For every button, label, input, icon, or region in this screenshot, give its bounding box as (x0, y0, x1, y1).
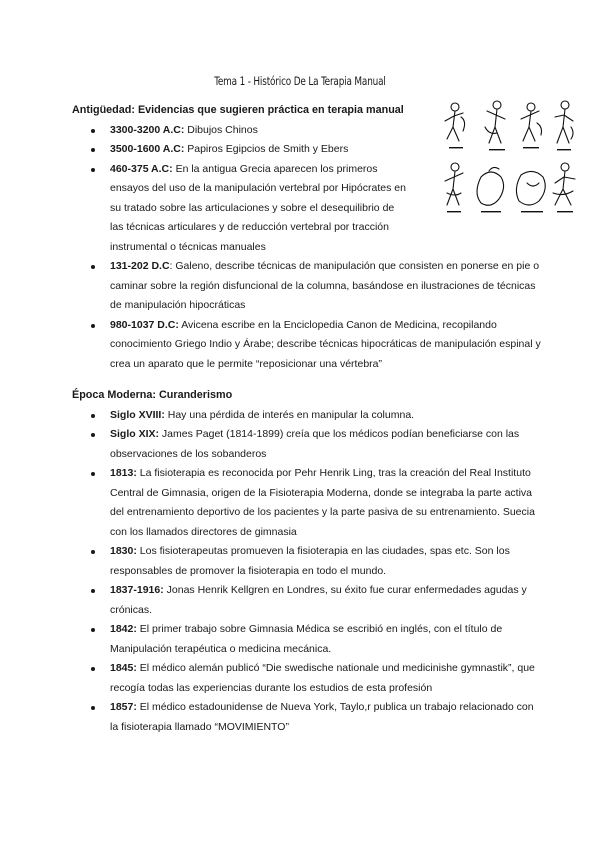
list-item: 3500-1600 A.C: Papiros Egipcios de Smith y Ebers (72, 140, 542, 160)
ancient-manipulation-illustrations (441, 97, 583, 230)
list-item: Siglo XVIII: Hay una pérdida de interés en manipular la columna. (72, 406, 542, 426)
list-item: 1813: La fisioterapia es reconocida por Pehr Henrik Ling, tras la creación del Real Instituto Central de Gimnasia, origen de la Fisioterapia Moderna, donde se integraba la parte activa del entrenamiento deportivo de los pacientes y la parte pasiva de su entrenamiento. Suecia con los llamados directores de gimnasia (72, 464, 542, 542)
list-item: 3300-3200 A.C: Dibujos Chinos (72, 121, 542, 141)
list-item: 1830: Los fisioterapeutas promueven la fisioterapia en las ciudades, spas etc. Son los responsables de promover la fisioterapia en todo el mundo. (72, 542, 542, 581)
list-item: 1842: El primer trabajo sobre Gimnasia Médica se escribió en inglés, con el título de Manipulación terapéutica o medicina mecánica. (72, 620, 542, 659)
bullet-list (72, 406, 542, 738)
list-item: Siglo XIX: James Paget (1814-1899) creía que los médicos podían beneficiarse con las observaciones de los sobanderos (72, 425, 542, 464)
list-item: 1857: El médico estadounidense de Nueva York, Taylo,r publica un trabajo relacionado con la fisioterapia llamado “MOVIMIENTO” (72, 698, 542, 737)
section-heading: Época Moderna: Curanderismo (72, 389, 233, 401)
list-item: 980-1037 D.C: Avicena escribe en la Enciclopedia Canon de Medicina, recopilando conocimiento Griego Indio y Árabe; describe técnicas hipocráticas de manipulación espinal y crea un aparato que le permite “reposicionar una vértebra” (72, 316, 542, 375)
list-item: 460-375 A.C: En la antigua Grecia aparecen los primeros ensayos del uso de la manipulación vertebral por Hipócrates en su tratado sobre las articulaciones y sobre el desequilibrio de las técnicas articulares y de reducción vertebral por tracción instrumental o técnicas manuales (72, 160, 410, 258)
document-title: Tema 1 - Histórico De La Terapia Manual (214, 74, 386, 88)
section-heading: Antigüedad: Evidencias que sugieren práctica en terapia manual (72, 104, 404, 116)
list-item: 131-202 D.C: Galeno, describe técnicas de manipulación que consisten en ponerse en pie o caminar sobre la región disfuncional de la columna, basándose en ilustraciones de técnicas de manipulación hipocráticas (72, 257, 542, 316)
list-item: 1837-1916: Jonas Henrik Kellgren en Londres, su éxito fue curar enfermedades agudas y crónicas. (72, 581, 542, 620)
illustration-figures-image (441, 97, 583, 230)
section-epoca-moderna (72, 386, 542, 737)
list-item: 1845: El médico alemán publicó “Die swedische nationale und medicinishe gymnastik”, que recogía todas las experiencias durante los estudios de esta profesión (72, 659, 542, 698)
